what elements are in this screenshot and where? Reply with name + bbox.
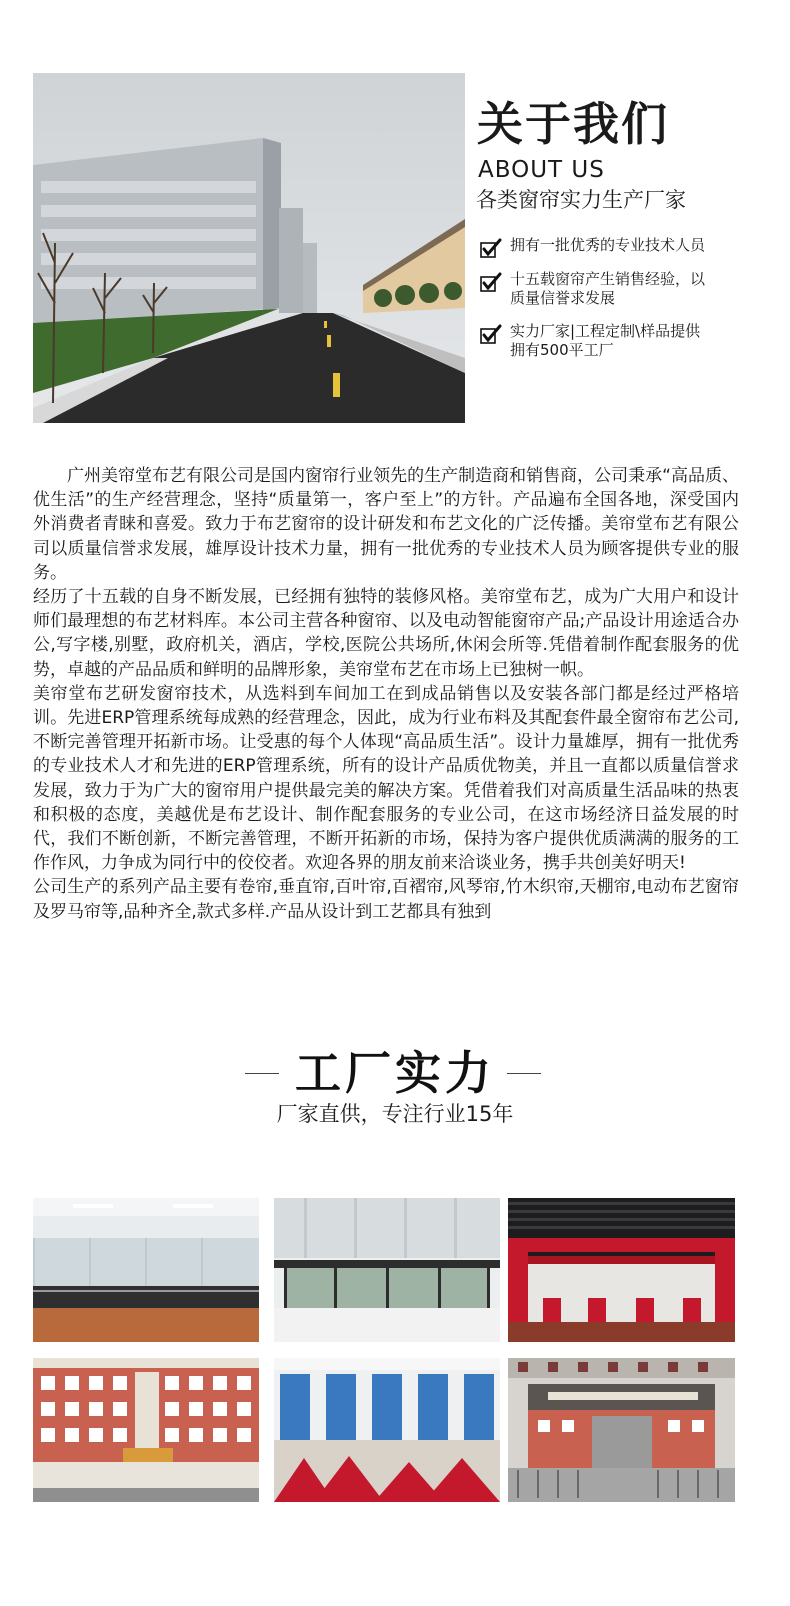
feature-list — [480, 236, 770, 368]
auditorium-stage-photo — [508, 1198, 735, 1342]
check-icon — [480, 238, 502, 258]
office-blinds-photo — [33, 1198, 259, 1342]
title-dash-right — [507, 1073, 541, 1074]
description-paragraph: 公司生产的系列产品主要有卷帘,垂直帘,百叶帘,百褶帘,风琴帘,竹木织帘,天棚帘,电动布艺窗帘及罗马帘等,品种齐全,款式多样.产品从设计到工艺都具有独到 — [33, 877, 739, 922]
about-title: 关于我们 — [477, 97, 669, 151]
about-subtitle: 各类窗帘实力生产厂家 — [476, 188, 686, 212]
title-dash-left — [245, 1073, 279, 1074]
description-paragraph: 美帘堂布艺研发窗帘技术，从选料到车间加工在到成品销售以及安装各部门都是经过严格培训。先进ERP管理系统每成熟的经营理念，因此，成为行业布料及其配套件最全窗帘布艺公司,不断完善管理开拓新市场。让受惠的每个人体现“高品质生活”。设计力量雄厚，拥有一批优秀的专业技术人才和先进的ERP管理系统，所有的设计产品质优物美，并且一直都以质量信誉求发展，致力于为广大的窗帘用户提供最完美的解决方案。凭借着我们对高质量生活品味的热衷和积极的态度，美越优是布艺设计、制作配套服务的专业公司，在这市场经济日益发展的时代，我们不断创新，不断完善管理，不断开拓新的市场，保持为客户提供优质满满的服务的工作作风，力争成为同行中的佼佼者。欢迎各界的朋友前来洽谈业务，携手共创美好明天! — [33, 683, 739, 874]
lobby-photo — [274, 1198, 500, 1342]
company-description — [33, 464, 739, 924]
hall-blue-blinds-photo — [274, 1358, 500, 1502]
factory-heading — [0, 1045, 790, 1101]
feature-item — [480, 322, 770, 360]
factory-subtitle: 厂家直供，专注行业15年 — [276, 1102, 514, 1126]
feature-text: 拥有一批优秀的专业技术人员 — [510, 236, 706, 254]
feature-text: 实力厂家|工程定制\样品提供 — [510, 322, 701, 340]
school-building-photo — [33, 1358, 259, 1502]
factory-title — [295, 1045, 495, 1101]
factory-building-photo — [33, 73, 465, 423]
feature-item — [480, 236, 770, 255]
feature-item — [480, 270, 770, 308]
check-icon — [480, 272, 502, 292]
description-paragraph: 经历了十五载的自身不断发展，已经拥有独特的装修风格。美帘堂布艺，成为广大用户和设计师们最理想的布艺材料库。本公司主营各种窗帘、以及电动智能窗帘产品;产品设计用途适合办公,写字楼,别墅，政府机关，酒店，学校,医院公共场所,休闲会所等.凭借着制作配套服务的优势，卓越的产品品质和鲜明的品牌形象，美帘堂布艺在市场上已独树一帜。 — [33, 587, 739, 680]
factory-photo-grid — [33, 1198, 735, 1502]
factory-title-text: 工厂实力 — [295, 1046, 495, 1100]
feature-text: 十五载窗帘产生销售经验，以 — [510, 270, 706, 288]
school-gate-photo — [508, 1358, 735, 1502]
about-title-en: ABOUT US — [478, 157, 605, 183]
feature-text: 拥有500平工厂 — [510, 341, 614, 359]
check-icon — [480, 324, 502, 344]
feature-text: 质量信誉求发展 — [510, 289, 616, 307]
description-paragraph: 广州美帘堂布艺有限公司是国内窗帘行业领先的生产制造商和销售商，公司秉承“高品质、优生活”的生产经营理念，坚持“质量第一，客户至上”的方针。产品遍布全国各地，深受国内外消费者青睐和喜爱。致力于布艺窗帘的设计研发和布艺文化的广泛传播。美帘堂布艺有限公司以质量信誉求发展，雄厚设计技术力量，拥有一批优秀的专业技术人员为顾客提供专业的服务。 — [33, 466, 739, 583]
